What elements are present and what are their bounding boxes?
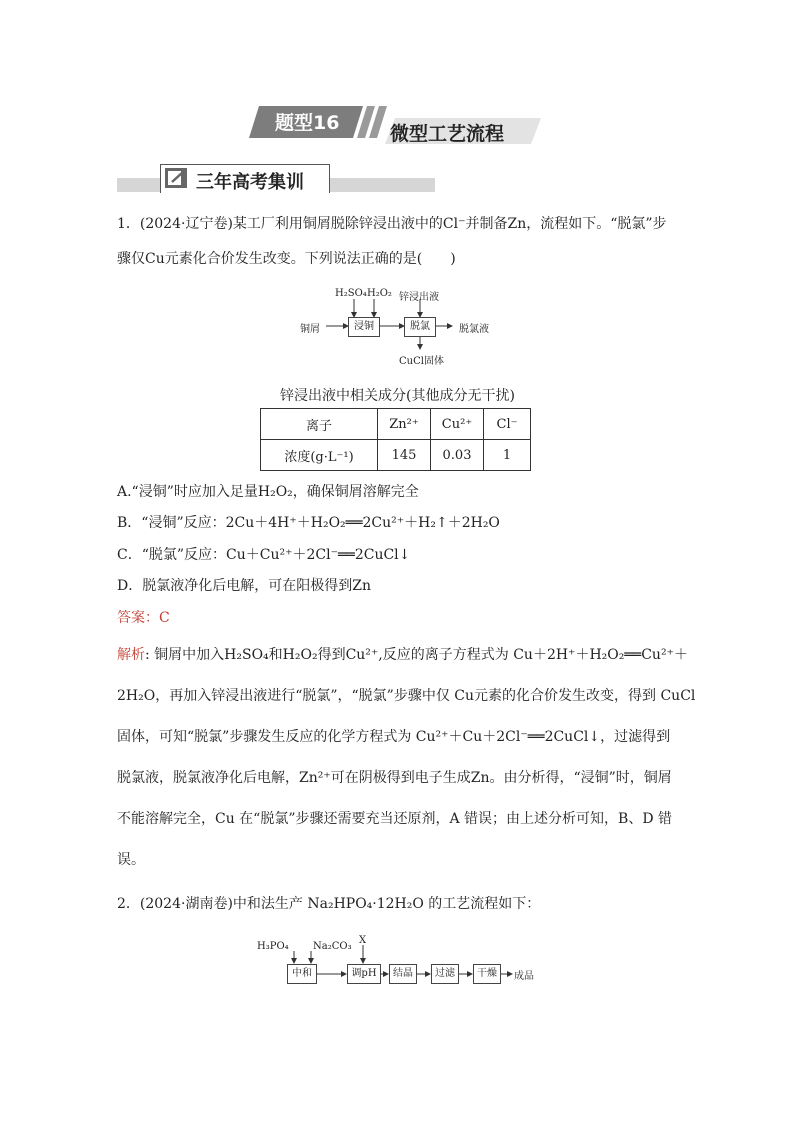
q1-answer [117, 607, 170, 627]
q1-flow-start: 铜屑 [300, 324, 320, 335]
q1-analysis-line-6: 误。 [117, 852, 145, 868]
q1-stem-line-1: 1．(2024·辽宁卷)某工厂利用铜屑脱除锌浸出液中的Cl⁻并制备Zn，流程如下。“脱氯”步 [117, 216, 667, 232]
q1-analysis-line-3: 固体，可知“脱氯”步骤发生反应的化学方程式为 Cu²⁺＋Cu＋2Cl⁻══2CuCl↓，过滤得到 [117, 729, 671, 745]
q1-flow-step-2: 脱氯 [404, 317, 436, 337]
table-row [261, 440, 531, 471]
answer-value: C [159, 610, 170, 626]
q2-flow-step-5: 干燥 [473, 964, 501, 984]
banner-topic: 微型工艺流程 [390, 123, 505, 145]
q1-analysis-line-5: 不能溶解完全，Cu 在“脱氯”步骤还需要充当还原剂，A 错误；由上述分析可知，B、D 错 [117, 811, 673, 827]
q1-option-a: A.“浸铜”时应加入足量H₂O₂，确保铜屑溶解完全 [117, 484, 419, 500]
q2-stem: 2．(2024·湖南卷)中和法生产 Na₂HPO₄·12H₂O 的工艺流程如下： [117, 896, 541, 912]
analysis-label: 解析 [117, 647, 145, 663]
table-cell-zn: 145 [378, 440, 431, 471]
q1-analysis-line-4: 脱氯液，脱氯液净化后电解，Zn²⁺可在阴极得到电子生成Zn。由分析得，“浸铜”时，铜屑 [117, 770, 672, 786]
q1-analysis-line-2: 2H₂O，再加入锌浸出液进行“脱氯”，“脱氯”步骤中仅 Cu元素的化合价发生改变，得到 CuCl [117, 688, 696, 704]
table-header-cu: Cu²⁺ [431, 409, 484, 440]
table-cell-cl: 1 [484, 440, 531, 471]
table-header-cl: Cl⁻ [484, 409, 531, 440]
q1-option-c: C．“脱氯”反应：Cu＋Cu²⁺＋2Cl⁻══2CuCl↓ [117, 547, 411, 563]
q1-flow-h2o2: H₂O₂ [367, 288, 392, 299]
edit-icon [164, 167, 188, 189]
q2-flow-step-1: 中和 [287, 964, 317, 984]
q2-flow-step-2: 调pH [347, 964, 381, 984]
q1-table-title: 锌浸出液中相关成分(其他成分无干扰) [280, 388, 515, 404]
q2-flow-x: X [359, 935, 367, 946]
q1-flow-liquid-out: 脱氯液 [459, 324, 489, 335]
table-cell-concentration-label: 浓度(g·L⁻¹) [261, 440, 378, 471]
answer-label: 答案： [117, 610, 159, 626]
q1-analysis-line-1 [117, 644, 688, 664]
q2-flow-step-3: 结晶 [389, 964, 417, 984]
table-header-ion: 离子 [261, 409, 378, 440]
q2-flow-step-4: 过滤 [431, 964, 459, 984]
section-title: 三年高考集训 [196, 172, 304, 193]
q1-option-d: D．脱氯液净化后电解，可在阳极得到Zn [117, 578, 371, 594]
q1-flow-step-1: 浸铜 [348, 317, 380, 337]
q1-stem-line-2: 骤仅Cu元素化合价发生改变。下列说法正确的是( ) [117, 251, 456, 267]
q1-composition-table [260, 408, 531, 471]
q2-flow-h3po4: H₃PO₄ [257, 941, 289, 952]
q2-flow-end: 成品 [514, 971, 534, 982]
q1-flow-h2so4: H₂SO₄ [335, 288, 367, 299]
q2-flow-na2co3: Na₂CO₃ [313, 941, 352, 952]
table-cell-cu: 0.03 [431, 440, 484, 471]
q1-option-b: B．“浸铜”反应：2Cu＋4H⁺＋H₂O₂══2Cu²⁺＋H₂↑＋2H₂O [117, 515, 500, 531]
table-header-zn: Zn²⁺ [378, 409, 431, 440]
banner-type-label: 题型16 [275, 112, 340, 134]
analysis-text: : 铜屑中加入H₂SO₄和H₂O₂得到Cu²⁺,反应的离子方程式为 Cu＋2H⁺＋H₂O₂══Cu²⁺＋ [145, 647, 688, 663]
table-row [261, 409, 531, 440]
q1-flow-solid-out: CuCl固体 [399, 356, 444, 367]
q1-flow-zinc-solution: 锌浸出液 [399, 292, 439, 303]
